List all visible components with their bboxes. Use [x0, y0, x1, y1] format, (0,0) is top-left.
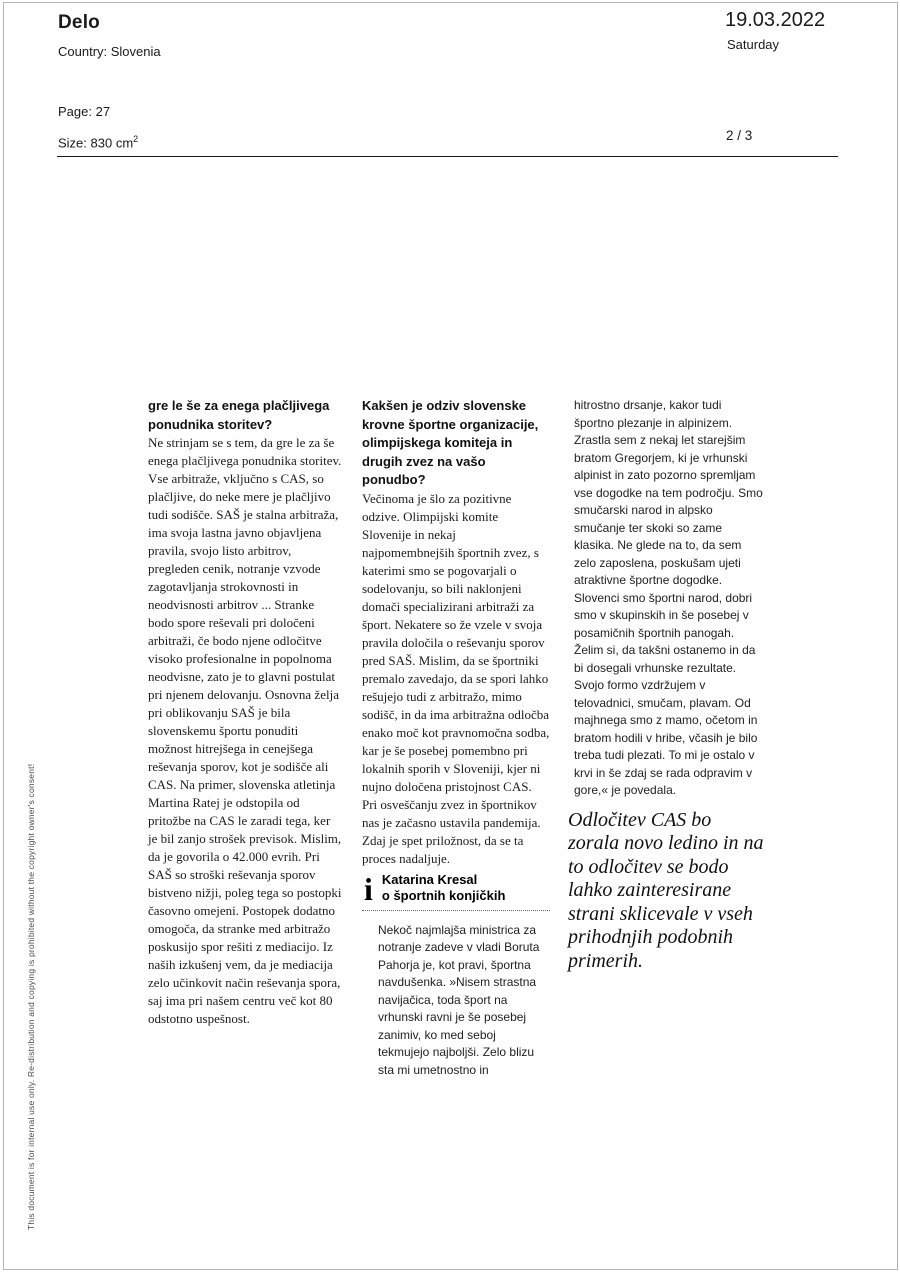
interview-answer-2: Večinoma je šlo za pozitivne odzive. Olimpijski komite Slovenije in nekaj najpomembnejših športnih zvez, s katerimi smo se pogovarjali o sodelovanju, so bili naklonjeni domači specializirani arbitraži za šport. Nekatere so že vzele v svoja pravila določila o reševanju sporov pred SAŠ. Mislim, da se športniki premalo zavedajo, da se spori lahko rešujejo tudi z arbitražo, mimo sodišč, in da ima arbitražna odločba enako moč kot pravnomočna sodba, kar je še posebej pomembno pri lokalnih sporih v Sloveniji, kjer ni nujno določena pristojnost CAS. Pri osveščanju zvez in športnikov nas je začasno ustavila pandemija. Zdaj je spet priložnost, da se ta proces nadaljuje. — [362, 490, 550, 866]
article-column-2 — [362, 397, 550, 1079]
publication-date: 19.03.2022 — [725, 9, 826, 31]
article-column-1 — [148, 397, 342, 1028]
interview-question-1: gre le še za enega plačljivega ponudnika storitev? — [148, 398, 330, 432]
publication-day: Saturday — [727, 37, 780, 52]
infobox-header — [362, 872, 550, 905]
size-superscript: 2 — [133, 134, 139, 144]
infobox-divider — [362, 910, 550, 911]
sidebar-paragraph-2: hitrostno drsanje, kakor tudi športno plezanje in alpinizem. Zrastla sem z nekaj let starejšim bratom Gregorjem, ki je vrhunski alpinist in zato pozorno spremljam vse dogodke na tem področju. Smo smučarski narod in alpsko smučanje ter skoki so zame klasika. Ne glede na to, da sem zelo zaposlena, poskušam ujeti atraktivne športne dogodke. Slovenci smo športni narod, dobri smo v skupinskih in še posebej v posamičnih športnih panogah. Želim si, da takšni ostanemo in da bi dosegali vrhunske rezultate. Svojo formo vzdržujem v telovadnici, smučam, plavam. Od majhnega smo z mamo, očetom in bratom hodili v hribe, včasih je bilo treba tudi plezati. To mi je ostalo v krvi in še zdaj se rada odpravim v gore,« je povedala. — [574, 398, 763, 797]
info-icon: i — [364, 871, 373, 905]
size-value: Size: 830 cm — [58, 135, 134, 151]
sidebar-paragraph-1: Nekoč najmlajša ministrica za notranje zadeve v vladi Boruta Pahorja je, kot pravi, športna navdušenka. »Nisem strastna navijačica, toda šport na vrhunski ravni je še posebej zanimiv, ko med seboj tekmujejo najboljši. Zelo blizu sta mi umetnostno in — [378, 922, 540, 1077]
infobox-topic: o športnih konjičkih — [381, 888, 506, 903]
pagination-indicator: 2 / 3 — [726, 128, 753, 143]
article-size-label — [58, 134, 138, 150]
newspaper-name: Delo — [58, 12, 100, 33]
interview-question-2: Kakšen je odziv slovenske krovne športne organizacije, olimpijskega komiteja in drugih zvez na vašo ponudbo? — [362, 398, 539, 487]
infobox-author: Katarina Kresal — [381, 871, 478, 887]
interview-answer-1: Ne strinjam se s tem, da gre le za še enega plačljivega ponudnika storitev. Vse arbitraže, vključno s CAS, so plačljive, do neke mere je plačljivo tudi sodišče. SAŠ je stalna arbitraža, ima svoja lastna javno objavljena pravila, svojo listo arbitrov, pregleden cenik, notranje vzvode zagotavljanja strokovnosti in neodvisnosti arbitrov ... Stranke bodo spore reševali pri določeni arbitraži, če bodo njene odločitve visoko profesionalne in popolnoma neodvisne, zato je to glavni postulat pri njenem delovanju. Osnovna želja pri oblikovanju SAŠ je bila slovenskemu športu ponuditi možnost hitrejšega in cenejšega reševanja sporov, kot je sodišče ali CAS. Na primer, slovenska atletinja Martina Ratej je odstopila od pritožbe na CAS le zaradi tega, ker je bil zanjo strošek previsok. Mislim, da je govorila o 42.000 evrih. Pri SAŠ so stroški reševanja sporov bistveno nižji, poleg tega so postopki časovno omejeni. Postopek dodatno omogoča, da stranke med arbitražo poskusijo spor rešiti z mediacijo. Iz naših izkušenj vem, da je mediacija zelo učinkovit način reševanja spora, saj ima pri našem centru več kot 80 odstotno uspešnost. — [148, 435, 342, 1026]
pull-quote: Odločitev CAS bo zorala novo ledino in na to odločitev se bodo lahko zainteresirane strani sklicevale v vseh prihodnjih podobnih primerih. — [568, 808, 764, 972]
header-divider — [57, 156, 838, 157]
page-number-label: Page: 27 — [58, 104, 111, 119]
watermark-text: This document is for internal use only. Re-distribution and copying is prohibited without the copyright owner's consent! — [26, 763, 36, 1230]
country-label: Country: Slovenia — [58, 44, 161, 59]
article-column-3 — [568, 397, 764, 973]
